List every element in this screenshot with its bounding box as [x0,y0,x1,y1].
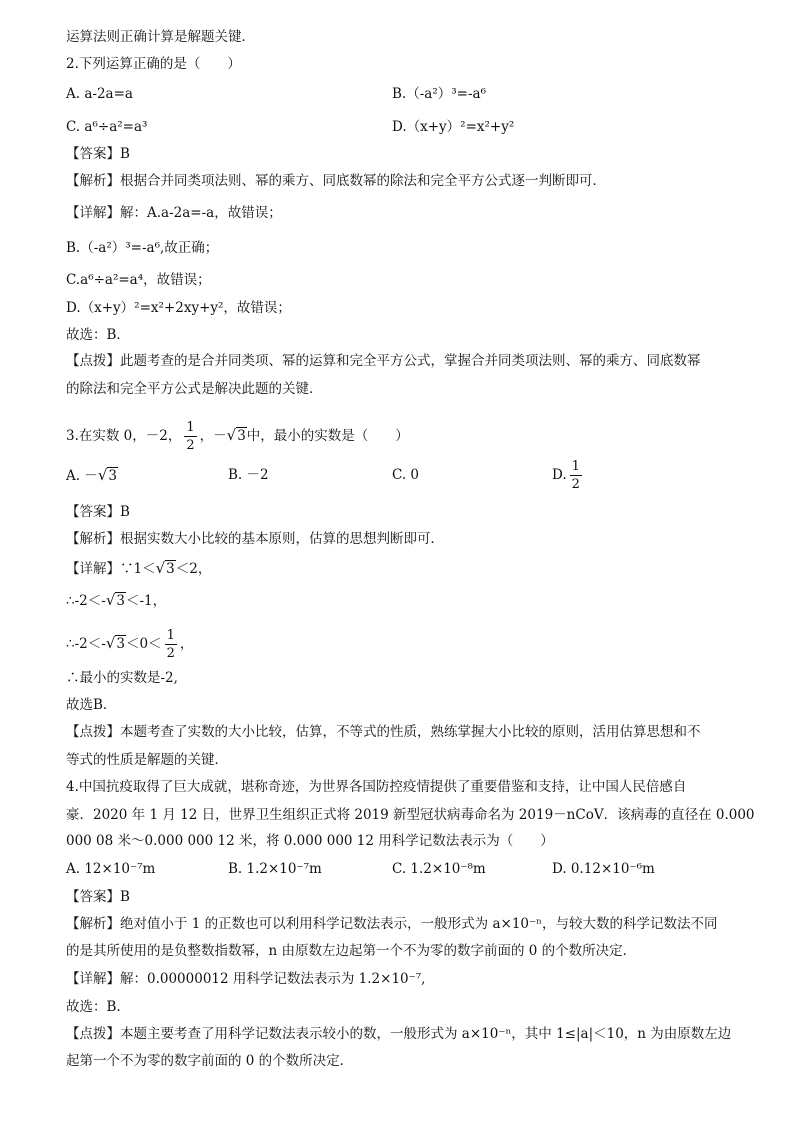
fraction-denominator: 2 [166,646,175,661]
q4-option-c: C. 1.2×10⁻⁸m [392,861,486,877]
q3-option-b: B. －2 [228,467,269,483]
q2-option-c: C. a⁶÷a²=a³ [66,119,148,135]
detail-prefix: 【详解】∵1＜ [66,561,156,577]
q3-option-a-prefix: A. [66,468,81,484]
q3-option-a [66,465,118,486]
analysis-text: 【解析】根据实数大小比较的基本原则，估算的思想判断即可． [66,531,444,547]
choice-text: 故选：B． [66,327,130,343]
fraction-one-half [165,627,177,662]
choice-text: 故选：B. [66,999,121,1015]
fraction-numerator: 1 [571,459,580,474]
comment-text: 起第一个不为零的数字前面的 0 的个数所决定． [66,1053,354,1069]
radical-sign: √ [105,591,116,609]
q4-option-b: B. 1.2×10⁻⁷m [228,861,322,877]
detail-text: 【详解】解：0.00000012 用科学记数法表示为 1.2×10⁻⁷, [66,971,426,987]
radicand: 3 [166,561,175,577]
detail-prefix: ∴-2＜- [66,636,106,652]
q3-stem-suffix: 中，最小的实数是（ ） [246,428,409,444]
q3-stem-prefix: 3.在实数 0，－2， [66,428,182,444]
text-line: 运算法则正确计算是解题关键． [66,29,255,45]
q4-option-d: D. 0.12×10⁻⁶m [552,861,655,877]
question-2-stem: 2.下列运算正确的是（ ） [66,56,241,72]
question-4-stem: 豪．2020 年 1 月 12 日，世界卫生组织正式将 2019 新型冠状病毒命名为 2019－nCoV．该病毒的直径在 0.000 [66,807,755,823]
answer-label: 【答案】B [66,504,130,520]
analysis-text: 的是其所使用的是负整数指数幂，n 由原数左边起第一个不为零的数字前面的 0 的个数所决定． [66,943,637,959]
sqrt-three [106,593,126,609]
q3-stem-mid: ，－ [199,428,227,444]
q2-option-d: D.（x+y）²=x²+y² [392,119,515,135]
radical-sign: √ [155,559,166,577]
q2-option-b: B.（-a²）³=-a⁶ [392,86,486,102]
radical-sign: √ [226,426,237,444]
detail-suffix: ＜2， [175,561,212,577]
comment-text: 【点拨】此题考查的是合并同类项、幂的运算和完全平方公式，掌握合并同类项法则、幂的乘方、同底数幂 [66,353,701,369]
comment-text: 的除法和完全平方公式是解决此题的关键． [66,381,323,397]
question-3-stem [66,419,754,454]
answer-label: 【答案】B [66,889,130,905]
detail-text [66,627,754,662]
radical-sign: √ [105,634,116,652]
detail-suffix: ， [179,636,194,652]
q2-option-a: A. a-2a=a [66,86,133,102]
answer-label: 【答案】B [66,146,130,162]
sqrt-three [156,561,176,577]
sqrt-three [106,636,126,652]
detail-text: ∴最小的实数是-2, [66,670,178,686]
detail-prefix: ∴-2＜- [66,593,106,609]
radicand: 3 [116,636,125,652]
radicand: 3 [108,468,117,484]
sqrt-three [98,468,118,484]
comment-text: 【点拨】本题考查了实数的大小比较，估算，不等式的性质，熟练掌握大小比较的原则，活用估算思想和不 [66,724,701,740]
choice-text: 故选B． [66,697,117,713]
detail-text: D.（x+y）²=x²+2xy+y²，故错误； [66,300,291,316]
detail-text [66,590,754,611]
detail-text: C.a⁶÷a²=a⁴，故错误； [66,272,211,288]
radicand: 3 [237,428,246,444]
fraction-numerator: 1 [166,628,175,643]
q3-option-d [552,458,585,493]
radicand: 3 [116,593,125,609]
detail-suffix: ＜-1， [125,593,167,609]
analysis-text: 【解析】根据合并同类项法则、幂的乘方、同底数幂的除法和完全平方公式逐一判断即可． [66,173,606,189]
detail-text [66,558,754,579]
detail-text: 【详解】解：A.a-2a=-a，故错误； [66,205,282,221]
question-4-stem: 000 08 米～0.000 000 12 米，将 0.000 000 12 用科学记数法表示为（ ） [66,833,554,849]
fraction-one-half [184,419,196,454]
minus-sign: － [84,468,98,484]
q4-option-a: A. 12×10⁻⁷m [66,861,156,877]
q3-option-d-prefix: D. [552,467,567,483]
question-4-stem: 4.中国抗疫取得了巨大成就，堪称奇迹，为世界各国防控疫情提供了重要借鉴和支持，让中国人民倍感自 [66,779,687,795]
fraction-one-half [570,458,582,493]
detail-mid: ＜0＜ [125,636,162,652]
fraction-denominator: 2 [186,438,195,453]
detail-text: B.（-a²）³=-a⁶,故正确； [66,240,219,256]
q3-option-c: C. 0 [392,467,420,483]
analysis-text: 【解析】绝对值小于 1 的正数也可以利用科学记数法表示，一般形式为 a×10⁻ⁿ，与较大数的科学记数法不同 [66,916,718,932]
fraction-numerator: 1 [186,420,195,435]
radical-sign: √ [97,466,108,484]
comment-text: 等式的性质是解题的关键． [66,752,228,768]
comment-text: 【点拨】本题主要考查了用科学记数法表示较小的数，一般形式为 a×10⁻ⁿ，其中 1≤|a|＜10，n 为由原数左边 [66,1026,732,1042]
fraction-denominator: 2 [571,477,580,492]
sqrt-three [227,428,247,444]
